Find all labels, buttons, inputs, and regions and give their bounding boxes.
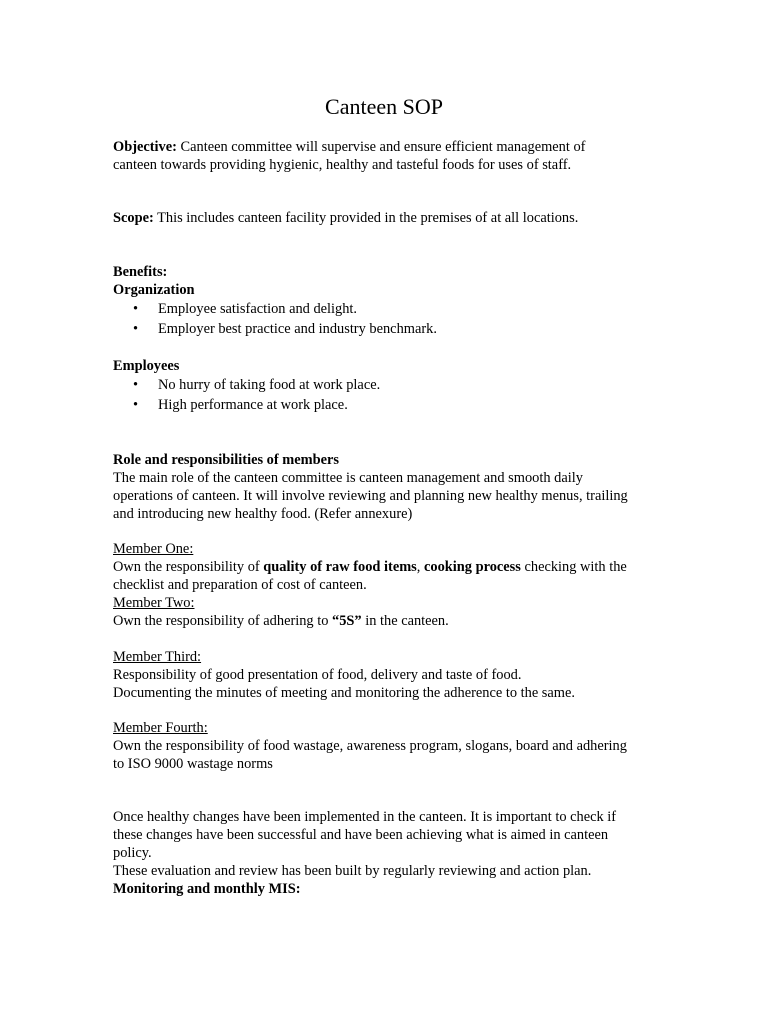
member-one-section [113, 540, 658, 594]
roles-intro-line: and introducing new healthy food. (Refer annexure) [113, 506, 413, 522]
roles-intro-line: operations of canteen. It will involve reviewing and planning new healthy menus, trailing [113, 488, 628, 504]
member-one-line-2: checklist and preparation of cost of canteen. [113, 577, 367, 593]
member-two-line-1: Own the responsibility of adhering to “5S” in the canteen. [113, 613, 449, 629]
member-fourth-label: Member Fourth: [113, 720, 208, 736]
member-fourth-section [113, 719, 658, 773]
objective-line-2: canteen towards providing hygienic, healthy and tasteful foods for uses of staff. [113, 157, 572, 173]
member-third-label: Member Third: [113, 649, 202, 665]
member-third-line-2: Documenting the minutes of meeting and monitoring the adherence to the same. [113, 685, 575, 701]
member-one-line-1: Own the responsibility of quality of raw food items, cooking process checking with the [113, 559, 627, 575]
member-fourth-line-2: to ISO 9000 wastage norms [113, 756, 273, 772]
document-title: Canteen SOP [325, 94, 443, 119]
bullet-icon: • [133, 321, 139, 337]
scope-line: Scope: This includes canteen facility provided in the premises of at all locations. [113, 210, 579, 226]
bullet-icon: • [133, 397, 139, 413]
closing-line: These evaluation and review has been built by regularly reviewing and action plan. [113, 863, 592, 879]
scope-section [113, 209, 658, 227]
closing-line: Once healthy changes have been implemented in the canteen. It is important to check if [113, 809, 617, 825]
bullet-icon: • [133, 377, 139, 393]
member-two-label: Member Two: [113, 595, 195, 611]
roles-heading: Role and responsibilities of members [113, 452, 339, 468]
roles-section [113, 451, 658, 523]
benefits-heading: Benefits: [113, 264, 168, 280]
scope-label: Scope: [113, 210, 154, 226]
member-fourth-line-1: Own the responsibility of food wastage, awareness program, slogans, board and adhering [113, 738, 627, 754]
benefits-section [113, 263, 658, 299]
member-one-label: Member One: [113, 541, 194, 557]
employees-heading: Employees [113, 358, 180, 374]
closing-section [113, 808, 658, 898]
member-two-section [113, 594, 658, 630]
roles-intro-line: The main role of the canteen committee is canteen management and smooth daily [113, 470, 583, 486]
member-third-line-1: Responsibility of good presentation of food, delivery and taste of food. [113, 667, 522, 683]
employees-section [113, 357, 658, 375]
closing-line: these changes have been successful and have been achieving what is aimed in canteen [113, 827, 609, 843]
document-page: Canteen SOP Objective: Canteen committee will supervise and ensure efficient management of canteen towards providing hygienic, healthy and tasteful foods for uses of staff. Scope: This includes canteen facility provided in the premises of at all locations. Benefits: Organization • Employee satisfaction and delight. • Employer best practice and industry benchmark. Employees • No hurry of taking food at work place. • High performance at work place. Role and responsibilities of members The main role of the canteen committee is canteen management and smooth daily operations of canteen. It will involve reviewing and planning new healthy menus, trailing and introducing new healthy food. (Refer annexure) Member One: Own the responsibility of quality of raw food items, cooking process checking with the checklist and preparation of cost of canteen. Member Two: Own the responsibility of adhering to “5S” in the canteen. Member Third: Responsibility of good presentation of food, delivery and taste of food. Documenting the minutes of meeting and monitoring the adherence to the same. Member Fourth: Own the responsibility of food wastage, awareness program, slogans, board and adhering to ISO 9000 wastage norms Once healthy changes have been implemented in the canteen. It is important to check if these changes have been successful and have been achieving what is aimed in canteen policy. These evaluation and review has been built by regularly reviewing and action plan. Monitoring and monthly MIS: [0, 0, 768, 1024]
bullet-icon: • [133, 301, 139, 317]
objective-label: Objective: [113, 139, 177, 155]
closing-line: policy. [113, 845, 152, 861]
objective-line-1: Objective: Canteen committee will supervise and ensure efficient management of [113, 139, 586, 155]
objective-section [113, 138, 658, 174]
monitoring-heading: Monitoring and monthly MIS: [113, 881, 301, 897]
member-third-section [113, 648, 658, 702]
organization-heading: Organization [113, 282, 195, 298]
